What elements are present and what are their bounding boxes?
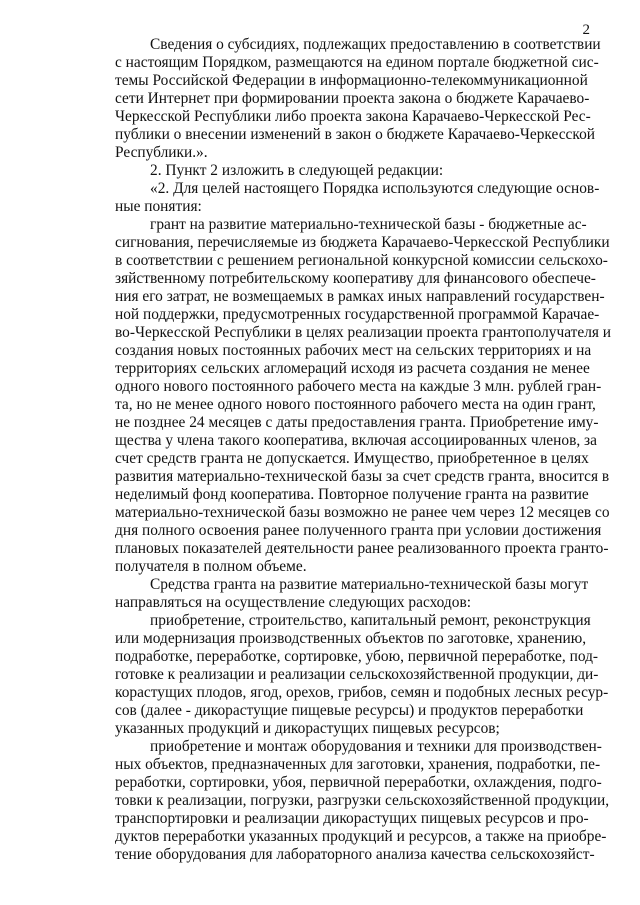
- text-line: корастущих плодов, ягод, орехов, грибов, семян и подобных лесных ресур-: [115, 684, 609, 701]
- text-line: получателя в полном объеме.: [115, 558, 307, 575]
- text-line: Средства гранта на развитие материально-технической базы могут: [150, 576, 589, 593]
- text-line: «2. Для целей настоящего Порядка используются следующие основ-: [150, 180, 600, 197]
- text-line: сети Интернет при формировании проекта закона о бюджете Карачаево-: [115, 90, 590, 107]
- text-line: в соответствии с решением региональной конкурсной комиссии сельскохо-: [115, 252, 608, 269]
- text-line: готовке к реализации и реализации сельскохозяйственной продукции, ди-: [115, 666, 599, 683]
- text-line: с настоящим Порядком, размещаются на едином портале бюджетной сис-: [115, 54, 599, 71]
- text-line: не позднее 24 месяцев с даты предоставления гранта. Приобретение иму-: [115, 414, 599, 431]
- text-line: дня полного освоения ранее полученного гранта при условии достижения: [115, 522, 602, 539]
- text-line: неделимый фонд кооператива. Повторное получение гранта на развитие: [115, 486, 589, 503]
- text-line: Республики.».: [115, 144, 208, 161]
- text-line: транспортировки и реализации дикорастущих пищевых ресурсов и про-: [115, 810, 589, 827]
- text-line: во-Черкесской Республики в целях реализации проекта грантополучателя и: [115, 324, 612, 341]
- text-line: приобретение и монтаж оборудования и техники для производствен-: [150, 738, 602, 755]
- text-line: ной поддержки, предусмотренных государственной программой Карачае-: [115, 306, 600, 323]
- text-line: Черкесской Республики либо проекта закона Карачаево-Черкесской Рес-: [115, 108, 591, 125]
- text-line: ния его затрат, не возмещаемых в рамках иных направлений государствен-: [115, 288, 605, 305]
- text-line: щества у члена такого кооператива, включая ассоциированных членов, за: [115, 432, 597, 449]
- text-line: сов (далее - дикорастущие пищевые ресурсы) и продуктов переработки: [115, 702, 584, 719]
- text-line: грант на развитие материально-технической базы - бюджетные ас-: [150, 216, 587, 233]
- text-line: плановых показателей деятельности ранее реализованного проекта гранто-: [115, 540, 609, 557]
- text-line: Сведения о субсидиях, подлежащих предоставлению в соответствии: [150, 36, 601, 53]
- text-line: одного нового постоянного рабочего места на каждые 3 млн. рублей гран-: [115, 378, 602, 395]
- text-line: развития материально-технической базы за счет средств гранта, вносится в: [115, 468, 610, 485]
- text-line: тение оборудования для лабораторного анализа качества сельскохозяйст-: [115, 846, 595, 863]
- text-line: указанных продукций и дикорастущих пищевых ресурсов;: [115, 720, 500, 737]
- text-line: товки к реализации, погрузки, разгрузки сельскохозяйственной продукции,: [115, 792, 610, 809]
- page-number: 2: [582, 22, 590, 38]
- text-line: направляться на осуществление следующих расходов:: [115, 594, 471, 611]
- text-line: подработке, переработке, сортировке, убою, первичной переработке, под-: [115, 648, 599, 665]
- text-line: материально-технической базы возможно не ранее чем через 12 месяцев со: [115, 504, 610, 521]
- text-line: публики о внесении изменений в закон о бюджете Карачаево-Черкесской: [115, 126, 596, 143]
- text-line: счет средств гранта не допускается. Имущество, приобретенное в целях: [115, 450, 589, 467]
- text-line: та, но не менее одного нового постоянного рабочего места на один грант,: [115, 396, 596, 413]
- text-line: сигнования, перечисляемые из бюджета Карачаево-Черкесской Республики: [115, 234, 610, 251]
- text-line: или модернизация производственных объектов по заготовке, хранению,: [115, 630, 587, 647]
- text-line: дуктов переработки указанных продукций и ресурсов, а также на приобре-: [115, 828, 607, 845]
- text-line: 2. Пункт 2 изложить в следующей редакции:: [150, 162, 444, 179]
- text-line: ных объектов, предназначенных для заготовки, хранения, подработки, пе-: [115, 756, 601, 773]
- text-line: зяйственному потребительскому кооперативу для финансового обеспече-: [115, 270, 596, 287]
- text-line: создания новых постоянных рабочих мест на сельских территориях и на: [115, 342, 592, 359]
- text-line: приобретение, строительство, капитальный ремонт, реконструкция: [150, 612, 591, 629]
- text-line: темы Российской Федерации в информационно-телекоммуникационной: [115, 72, 588, 89]
- text-line: территориях сельских агломераций исходя из расчета создания не менее: [115, 360, 590, 377]
- text-line: реработки, сортировки, убоя, первичной переработки, охлаждения, подго-: [115, 774, 602, 791]
- text-line: ные понятия:: [115, 198, 202, 215]
